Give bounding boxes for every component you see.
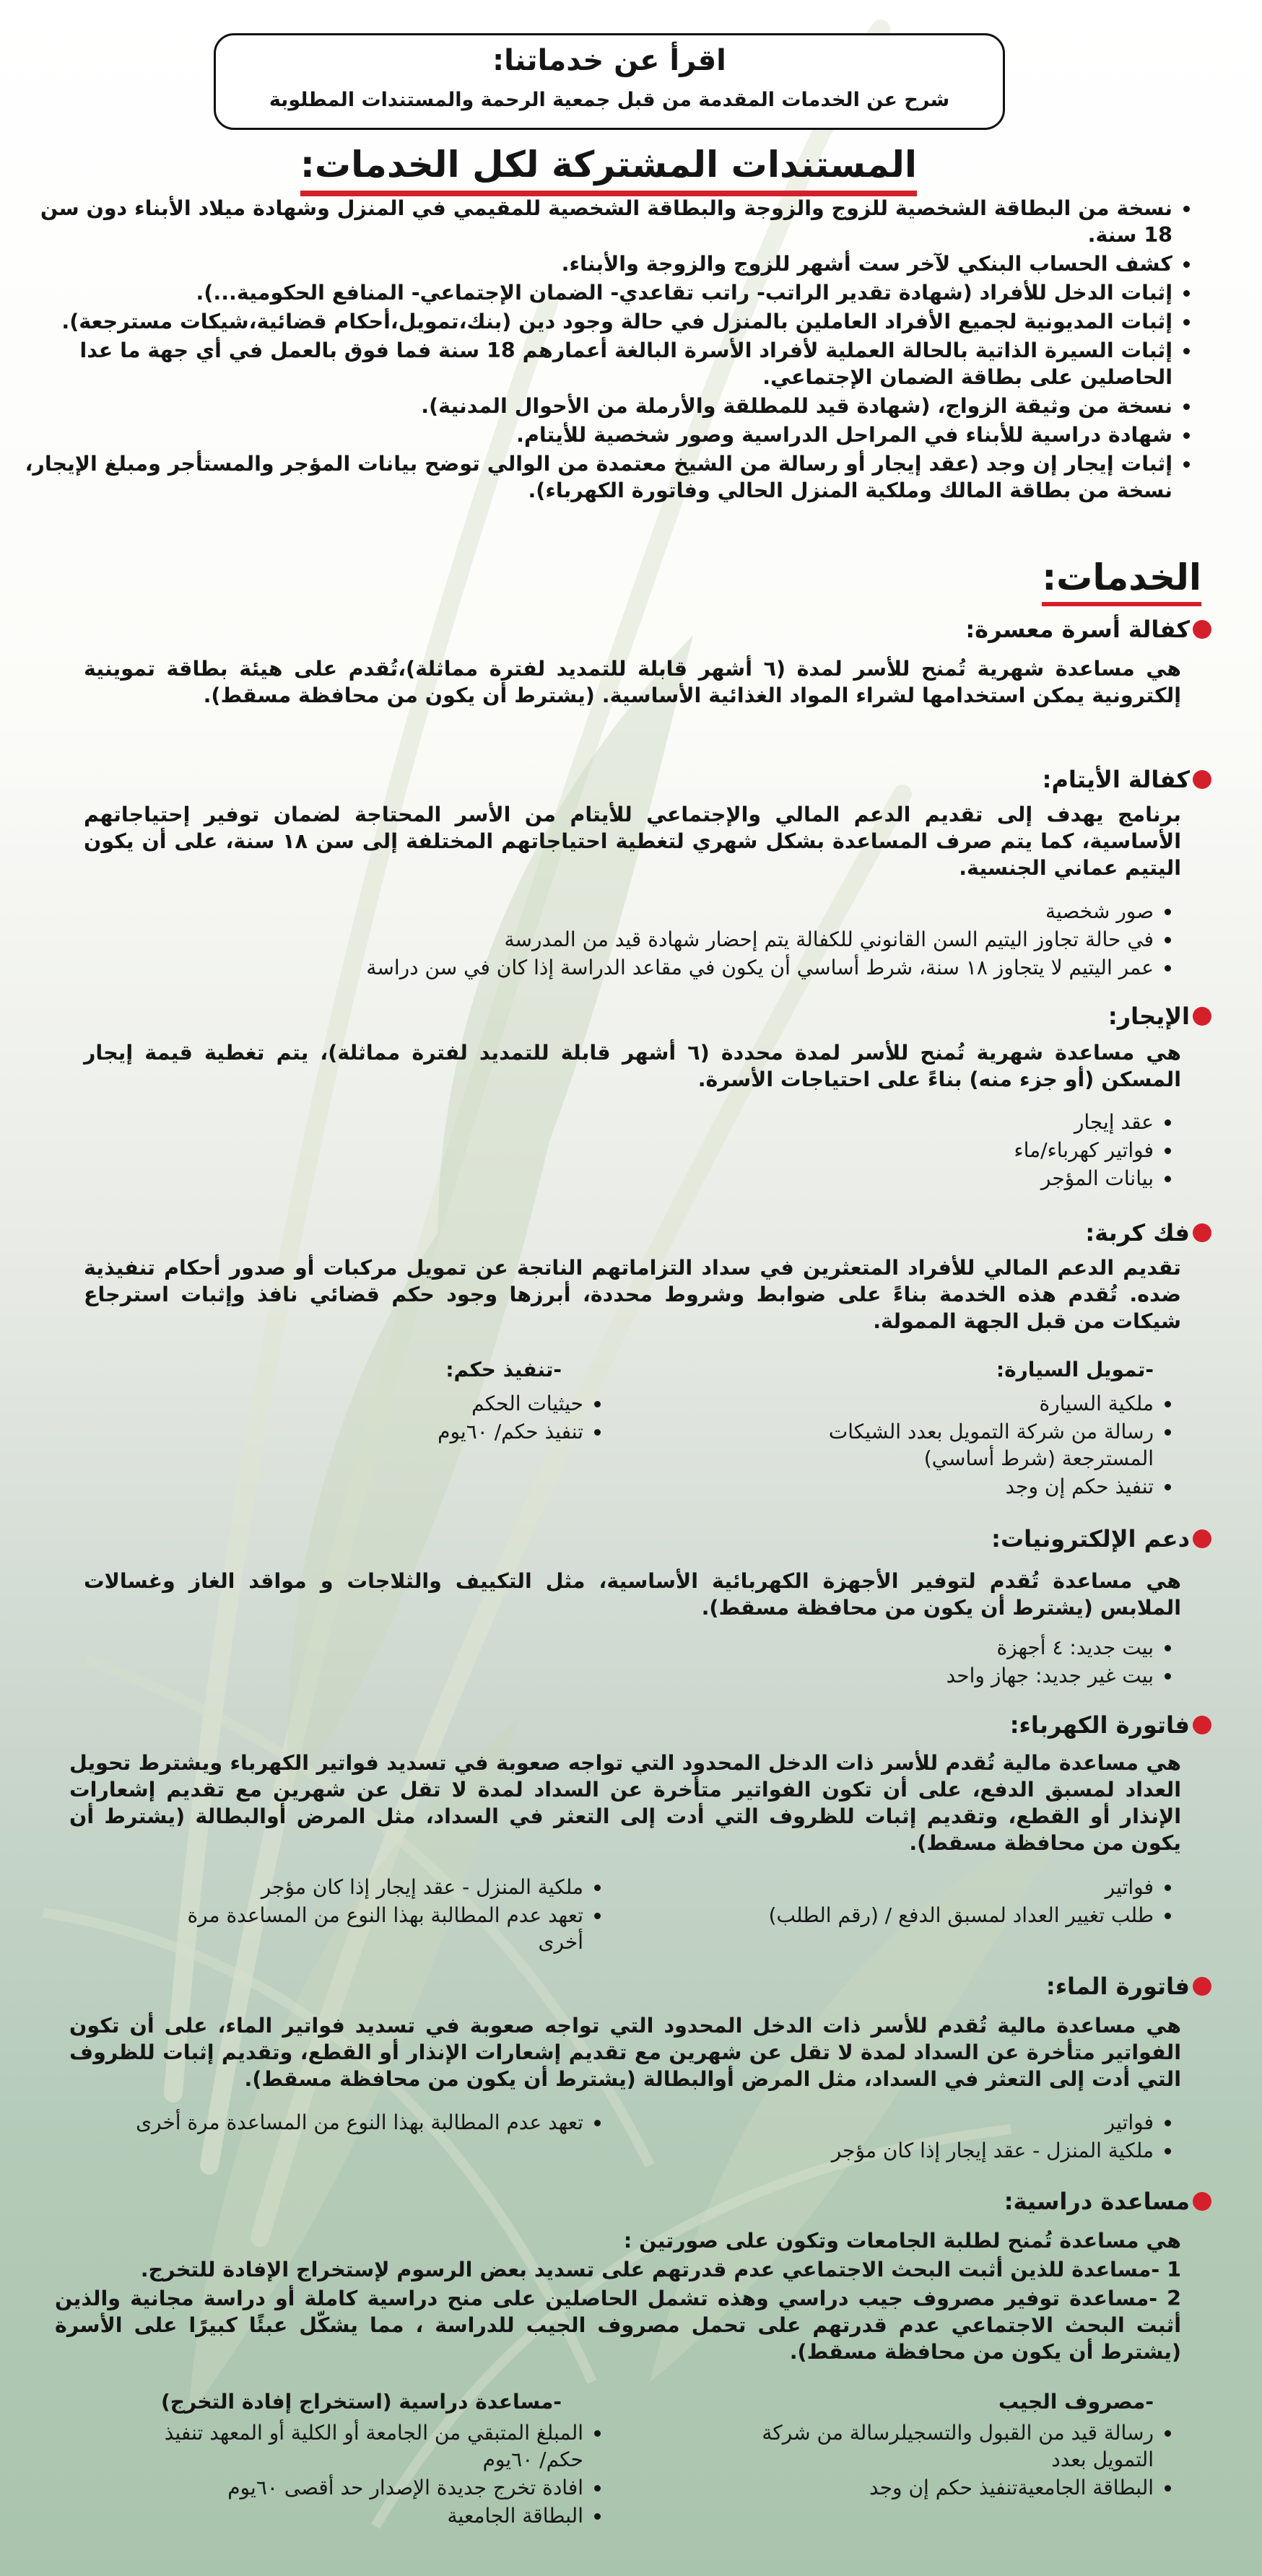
study-intro: هي مساعدة تُمنح لطلبة الجامعات وتكون على صورتين : bbox=[623, 2229, 1181, 2253]
section-title-study-assistance: مساعدة دراسية: bbox=[1004, 2186, 1211, 2217]
list-item: • نسخة من وثيقة الزواج، (شهادة قيد للمطلقة والأرملة من الأحوال المدنية). bbox=[25, 393, 1172, 419]
electricity-list-left bbox=[150, 1874, 612, 1957]
list-item: • البطاقة الجامعية bbox=[136, 2502, 583, 2529]
list-item: • حيثيات الحكم bbox=[266, 1390, 583, 1417]
header-box bbox=[214, 33, 1005, 130]
bullet-dot-icon bbox=[1193, 770, 1211, 789]
section-title-water-bill: فاتورة الماء: bbox=[1046, 1970, 1211, 2002]
section-title-kafala: كفالة أسرة معسرة: bbox=[965, 614, 1211, 645]
orphans-requirements-list bbox=[287, 898, 1183, 982]
graduation-list bbox=[136, 2419, 612, 2531]
pocket-money-subheading: -مصروف الجيب bbox=[998, 2390, 1154, 2414]
list-item: • عمر اليتيم لا يتجاوز ١٨ سنة، شرط أساسي أن يكون في مقاعد الدراسة إذا كان في سن دراسة bbox=[287, 954, 1154, 981]
list-item: • رسالة قيد من القبول والتسجيلرسالة من شركة التمويل بعدد bbox=[749, 2419, 1154, 2473]
debt-relief-description: تقديم الدعم المالي للأفراد المتعثرين في سداد التزاماتهم الناتجة عن تمويل مركبات أو صدور أحكام تنفيذية ضده. تُقدم هذه الخدمة بناءً على ضوابط وشروط محددة، أبرزها وجود حكم قضائي نافذ وإثبات استرجاع شيكات من قبل الجهة الممولة. bbox=[84, 1256, 1181, 1333]
list-item: • تعهد عدم المطالبة بهذا النوع من المساعدة مرة أخرى bbox=[136, 2109, 583, 2136]
bullet-dot-icon bbox=[1193, 1223, 1211, 1242]
list-item: • كشف الحساب البنكي لآخر ست أشهر للزوج والزوجة والأبناء. bbox=[25, 250, 1172, 277]
list-item: • تنفيذ حكم إن وجد bbox=[749, 1473, 1154, 1500]
water-list-right bbox=[749, 2109, 1183, 2165]
pocket-money-list bbox=[749, 2419, 1183, 2502]
list-item: • بيت جديد: ٤ أجهزة bbox=[648, 1634, 1154, 1661]
judgment-list bbox=[266, 1390, 612, 1446]
list-item: • افادة تخرج جديدة الإصدار حد أقصى ٦٠يوم bbox=[136, 2474, 583, 2501]
section-title-electricity-bill: فاتورة الكهرباء: bbox=[1010, 1709, 1211, 1741]
list-item: • ملكية السيارة bbox=[749, 1390, 1154, 1417]
list-item: • في حالة تجاوز اليتيم السن القانوني للكفالة يتم إحضار شهادة قيد من المدرسة bbox=[287, 926, 1154, 953]
bullet-dot-icon bbox=[1193, 2192, 1211, 2211]
water-list-left bbox=[136, 2109, 612, 2137]
rent-requirements-list bbox=[648, 1109, 1183, 1193]
list-item: • فواتير كهرباء/ماء bbox=[648, 1137, 1154, 1163]
list-item: • عقد إيجار bbox=[648, 1109, 1154, 1135]
list-item: • بيانات المؤجر bbox=[648, 1165, 1154, 1192]
list-item: • ملكية المنزل - عقد إيجار إذا كان مؤجر bbox=[150, 1874, 583, 1900]
list-item: • صور شخصية bbox=[287, 898, 1154, 925]
orphans-description: برنامج يهدف إلى تقديم الدعم المالي والإجتماعي للأيتام من الأسر المحتاجة لضمان توفير إحتياجاتهم الأساسية، كما يتم صرف المساعدة بشكل شهري لتغطية احتياجاتهم المختلفة إلى سن ١٨ سنة، على أن يكون اليتيم عماني الجنسية. bbox=[84, 803, 1181, 880]
common-docs-heading: المستندات المشتركة لكل الخدمات: bbox=[300, 139, 917, 196]
list-item: • فواتير bbox=[749, 1874, 1154, 1900]
water-description: هي مساعدة مالية تُقدم للأسر ذات الدخل المحدود التي تواجه صعوبة في تسديد فواتير الماء، على أن تكون الفواتير متأخرة عن السداد لمدة لا تقل عن شهرين مع تقديم إشعارات الإنذار أو القطع، وتقديم إثبات للظروف التي أدت إلى التعثر في السداد، مثل المرض أوالبطالة (يشترط أن يكون من محافظة مسقط). bbox=[69, 2014, 1181, 2091]
list-item: • رسالة من شركة التمويل بعدد الشيكات المسترجعة (شرط أساسي) bbox=[749, 1418, 1154, 1472]
list-item: • إثبات الدخل للأفراد (شهادة تقدير الراتب- راتب تقاعدي- الضمان الإجتماعي- المنافع الحكومية...). bbox=[25, 279, 1172, 306]
graduation-subheading: -مساعدة دراسية (استخراج إفادة التخرج) bbox=[160, 2390, 562, 2414]
judgment-subheading: -تنفيذ حكم: bbox=[445, 1358, 562, 1381]
bullet-dot-icon bbox=[1193, 1977, 1211, 1996]
section-title-electronics: دعم الإلكترونيات: bbox=[991, 1523, 1211, 1555]
bullet-dot-icon bbox=[1193, 1529, 1211, 1548]
list-item: • نسخة من البطاقة الشخصية للزوج والزوجة والبطاقة الشخصية للمقيمي في المنزل وشهادة ميلاد الأبناء دون سن 18 سنة. bbox=[25, 195, 1172, 248]
section-title-debt-relief: فك كربة: bbox=[1085, 1217, 1211, 1249]
bullet-dot-icon bbox=[1193, 1007, 1211, 1026]
list-item: • شهادة دراسية للأبناء في المراحل الدراسية وصور شخصية للأيتام. bbox=[25, 422, 1172, 448]
electronics-list bbox=[648, 1634, 1183, 1690]
common-docs-list bbox=[25, 195, 1204, 506]
list-item: • إثبات السيرة الذاتية بالحالة العملية لأفراد الأسرة البالغة أعمارهم 18 سنة فما فوق بالعمل في أي جهة ما عدا الحاصلين على بطاقة الضمان الإجتماعي. bbox=[25, 337, 1172, 390]
list-item: • إثبات المديونية لجميع الأفراد العاملين بالمنزل في حالة وجود دين (بنك،تمويل،أحكام قضائية،شيكات مسترجعة). bbox=[25, 308, 1172, 335]
kafala-description: هي مساعدة شهرية تُمنح للأسر لمدة (٦ أشهر قابلة للتمديد لفترة مماثلة)،تُقدم على هيئة بطاقة تموينية إلكترونية يمكن استخدامها لشراء المواد الغذائية الأساسية. (يشترط أن يكون من محافظة مسقط). bbox=[84, 657, 1181, 707]
electricity-list-right bbox=[749, 1874, 1183, 1930]
list-item: • إثبات إيجار إن وجد (عقد إيجار أو رسالة من الشيخ معتمدة من الوالي توضح بيانات المؤجر والمستأجر ومبلغ الإيجار، نسخة من بطاقة المالك وملكية المنزل الحالي وفاتورة الكهرباء). bbox=[25, 450, 1172, 504]
car-finance-subheading: -تمويل السيارة: bbox=[996, 1358, 1154, 1381]
list-item: • البطاقة الجامعيةتنفيذ حكم إن وجد bbox=[749, 2474, 1154, 2501]
page-subtitle: شرح عن الخدمات المقدمة من قبل جمعية الرحمة والمستندات المطلوبة bbox=[269, 89, 950, 111]
section-title-orphans: كفالة الأيتام: bbox=[1043, 764, 1211, 795]
car-finance-list bbox=[749, 1390, 1183, 1501]
list-item: • بيت غير جديد: جهاز واحد bbox=[648, 1662, 1154, 1689]
electronics-description: هي مساعدة تُقدم لتوفير الأجهزة الكهربائية الأساسية، مثل التكييف والثلاجات و مواقد الغاز وغسالات الملابس (يشترط أن يكون من محافظة مسقط). bbox=[84, 1569, 1181, 1620]
services-heading: الخدمات: bbox=[1042, 553, 1201, 606]
electricity-description: هي مساعدة مالية تُقدم للأسر ذات الدخل المحدود التي تواجه صعوبة في تسديد فواتير الكهرباء ويشترط تحويل العداد لمسبق الدفع، على أن تكون الفواتير متأخرة عن السداد لمدة لا تقل عن شهرين مع تقديم إشعارات الإنذار أو القطع، وتقديم إثبات للظروف التي أدت إلى التعثر في السداد، مثل المرض أوالبطالة (يشترط أن يكون من محافظة مسقط). bbox=[69, 1751, 1181, 1855]
list-item: • فواتير bbox=[749, 2109, 1154, 2136]
study-option-2: 2 -مساعدة توفير مصروف جيب دراسي وهذه تشمل الحاصلين على منح دراسية كاملة أو دراسة مجانية والذين أثبت البحث الاجتماعي عدم قدرتهم على تحمل مصروف الجيب للدراسة ، مما يشكّل عبئًا كبيرًا على الأسرة (يشترط أن يكون من محافظة مسقط). bbox=[55, 2287, 1181, 2364]
page-title: اقرأ عن خدماتنا: bbox=[492, 44, 726, 77]
list-item: • ملكية المنزل - عقد إيجار إذا كان مؤجر bbox=[749, 2137, 1154, 2164]
study-option-1: 1 -مساعدة للذين أثبت البحث الاجتماعي عدم قدرتهم على تسديد بعض الرسوم لإستخراج الإفادة للتخرج. bbox=[140, 2258, 1181, 2282]
bullet-dot-icon bbox=[1193, 620, 1211, 639]
rent-description: هي مساعدة شهرية تُمنح للأسر لمدة محددة (٦ أشهر قابلة للتمديد لفترة مماثلة)، يتم تغطية قيمة إيجار المسكن (أو جزء منه) بناءً على احتياجات الأسرة. bbox=[84, 1041, 1181, 1091]
list-item: • طلب تغيير العداد لمسبق الدفع / (رقم الطلب) bbox=[749, 1902, 1154, 1929]
list-item: • تعهد عدم المطالبة بهذا النوع من المساعدة مرة أخرى bbox=[150, 1902, 583, 1955]
bullet-dot-icon bbox=[1193, 1716, 1211, 1734]
section-title-rent: الإيجار: bbox=[1108, 1000, 1211, 1032]
list-item: • تنفيذ حكم/ ٦٠يوم bbox=[266, 1418, 583, 1445]
list-item: • المبلغ المتبقي من الجامعة أو الكلية أو المعهد تنفيذ حكم/ ٦٠يوم bbox=[136, 2419, 583, 2473]
